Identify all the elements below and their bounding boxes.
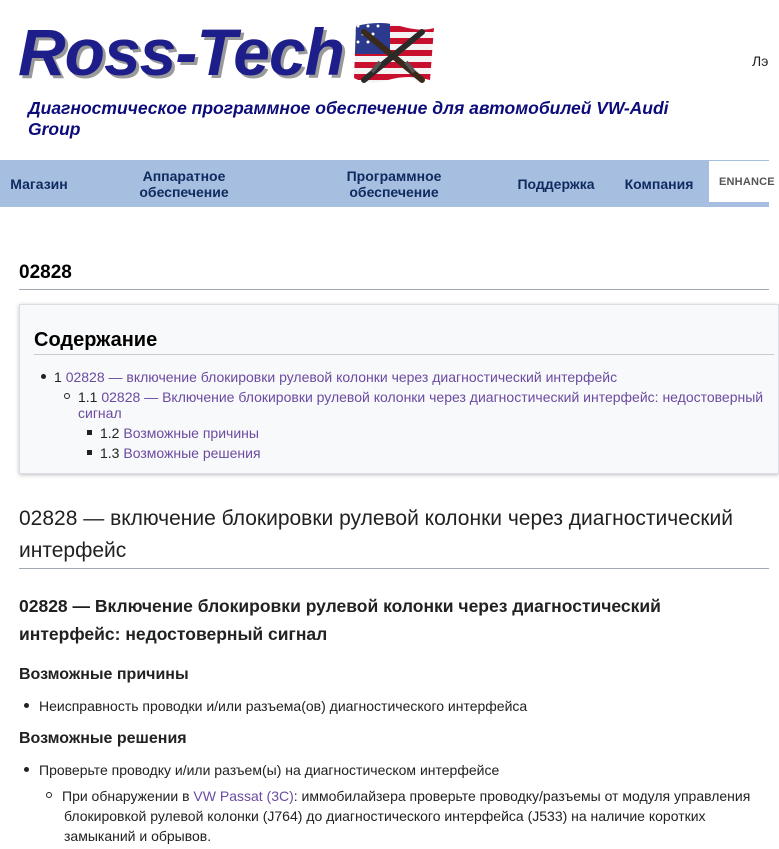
page-title: 02828 <box>19 262 72 283</box>
list-item: Проверьте проводку и/или разъем(ы) на диагностическом интерфейсе <box>24 760 499 780</box>
nav-item-support[interactable]: Поддержка <box>517 175 595 192</box>
toc-item-1-1-cont <box>78 405 122 421</box>
section-divider <box>19 568 769 569</box>
bullet-icon <box>24 767 29 772</box>
toc-item-1-3: 1.3 Возможные решения <box>87 445 261 461</box>
section-heading: 02828 — включение блокировки рулевой колонки через диагностический интерфейс <box>19 507 734 562</box>
toc-link-1-1[interactable]: 02828 — Включение блокировки рулевой колонки через диагностический интерфейс: недостоверный <box>101 389 764 405</box>
list-item: Неисправность проводки и/или разъема(ов) диагностического интерфейса <box>24 696 527 716</box>
site-tagline: Диагностическое программное обеспечение для автомобилей VW-Audi Group <box>28 98 669 139</box>
vehicle-link-passat[interactable]: VW Passat (3C) <box>193 788 294 804</box>
bullet-icon <box>64 393 70 399</box>
site-logo[interactable]: Ross-Tech <box>18 15 344 89</box>
subsection-heading: 02828 — Включение блокировки рулевой колонки через диагностический интерфейс: недостоверный сигнал <box>19 596 661 644</box>
toc-item-1: 1 02828 — включение блокировки рулевой колонки через диагностический интерфейс <box>41 369 617 385</box>
toc-item-1-1: 1.1 02828 — Включение блокировки рулевой колонки через диагностический интерфейс: недостоверный <box>64 389 763 405</box>
toc-title: Содержание <box>34 329 158 351</box>
bullet-icon <box>87 430 92 435</box>
main-nav <box>0 160 769 207</box>
toc-item-1-2: 1.2 Возможные причины <box>87 425 259 441</box>
table-of-contents <box>19 304 779 474</box>
list-item-sub: При обнаружении в VW Passat (3C): иммобилайзера проверьте проводку/разъемы от модуля управления <box>46 786 750 806</box>
bullet-icon <box>24 703 29 708</box>
nav-item-software[interactable]: Программное обеспечение <box>346 167 442 200</box>
bullet-icon <box>46 792 52 798</box>
flag-emblem-icon <box>350 18 436 88</box>
site-header <box>0 0 769 160</box>
list-item-sub-cont: блокировкой рулевой колонки (J764) до диагностического интерфейса (J533) на наличие коротких <box>64 808 706 824</box>
language-selector[interactable]: Лэ <box>752 53 769 69</box>
list-item-sub-cont: замыканий и обрывов. <box>64 828 212 844</box>
nav-item-shop[interactable]: Магазин <box>10 175 68 192</box>
causes-heading: Возможные причины <box>19 666 189 683</box>
bullet-icon <box>41 374 46 379</box>
nav-item-hardware[interactable]: Аппаратное обеспечение <box>139 167 229 200</box>
toc-divider <box>34 354 774 355</box>
toc-link-1-1-cont[interactable]: сигнал <box>78 405 122 421</box>
toc-link-1[interactable]: 02828 — включение блокировки рулевой колонки через диагностический интерфейс <box>65 369 618 385</box>
search-field[interactable]: ENHANCE <box>709 161 769 202</box>
bullet-icon <box>87 450 92 455</box>
nav-item-company[interactable]: Компания <box>624 175 694 192</box>
toc-link-1-3[interactable]: Возможные решения <box>123 445 261 461</box>
title-divider <box>19 289 769 290</box>
toc-link-1-2[interactable]: Возможные причины <box>123 425 259 441</box>
solutions-heading: Возможные решения <box>19 730 187 747</box>
